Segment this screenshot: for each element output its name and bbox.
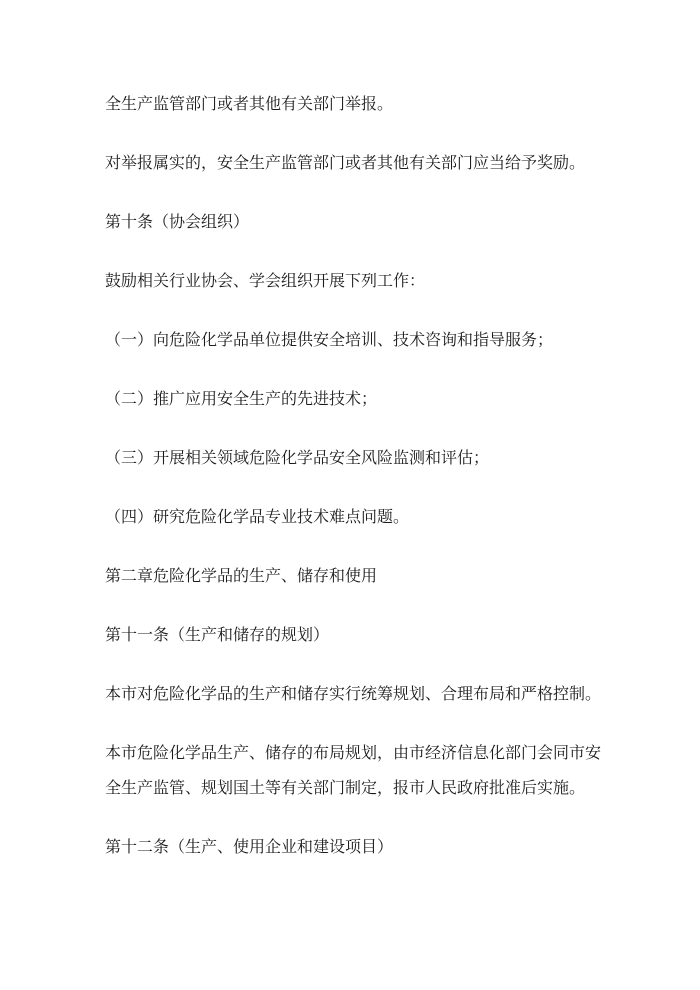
text-line: 全生产监管部门或者其他有关部门举报。 (105, 94, 394, 113)
list-item: （四）研究危险化学品专业技术难点问题。 (105, 507, 410, 526)
section-heading: 第十二条（生产、使用企业和建设项目） (105, 837, 394, 856)
list-item: （三）开展相关领域危险化学品安全风险监测和评估； (105, 448, 490, 467)
list-item: （二）推广应用安全生产的先进技术； (105, 389, 378, 408)
list-item: （一）向危险化学品单位提供安全培训、技术咨询和指导服务； (105, 330, 554, 349)
text-line: 对举报属实的，安全生产监管部门或者其他有关部门应当给予奖励。 (105, 153, 586, 172)
chapter-heading: 第二章危险化学品的生产、储存和使用 (105, 566, 378, 585)
text-line: 本市危险化学品生产、储存的布局规划，由市经济信息化部门会同市安 (105, 743, 602, 762)
text-line: 本市对危险化学品的生产和储存实行统筹规划、合理布局和严格控制。 (105, 684, 602, 703)
text-line: 全生产监管、规划国土等有关部门制定，报市人民政府批准后实施。 (105, 778, 586, 797)
text-line: 鼓励相关行业协会、学会组织开展下列工作： (105, 271, 426, 290)
section-heading: 第十条（协会组织） (105, 212, 250, 231)
section-heading: 第十一条（生产和储存的规划） (105, 625, 330, 644)
